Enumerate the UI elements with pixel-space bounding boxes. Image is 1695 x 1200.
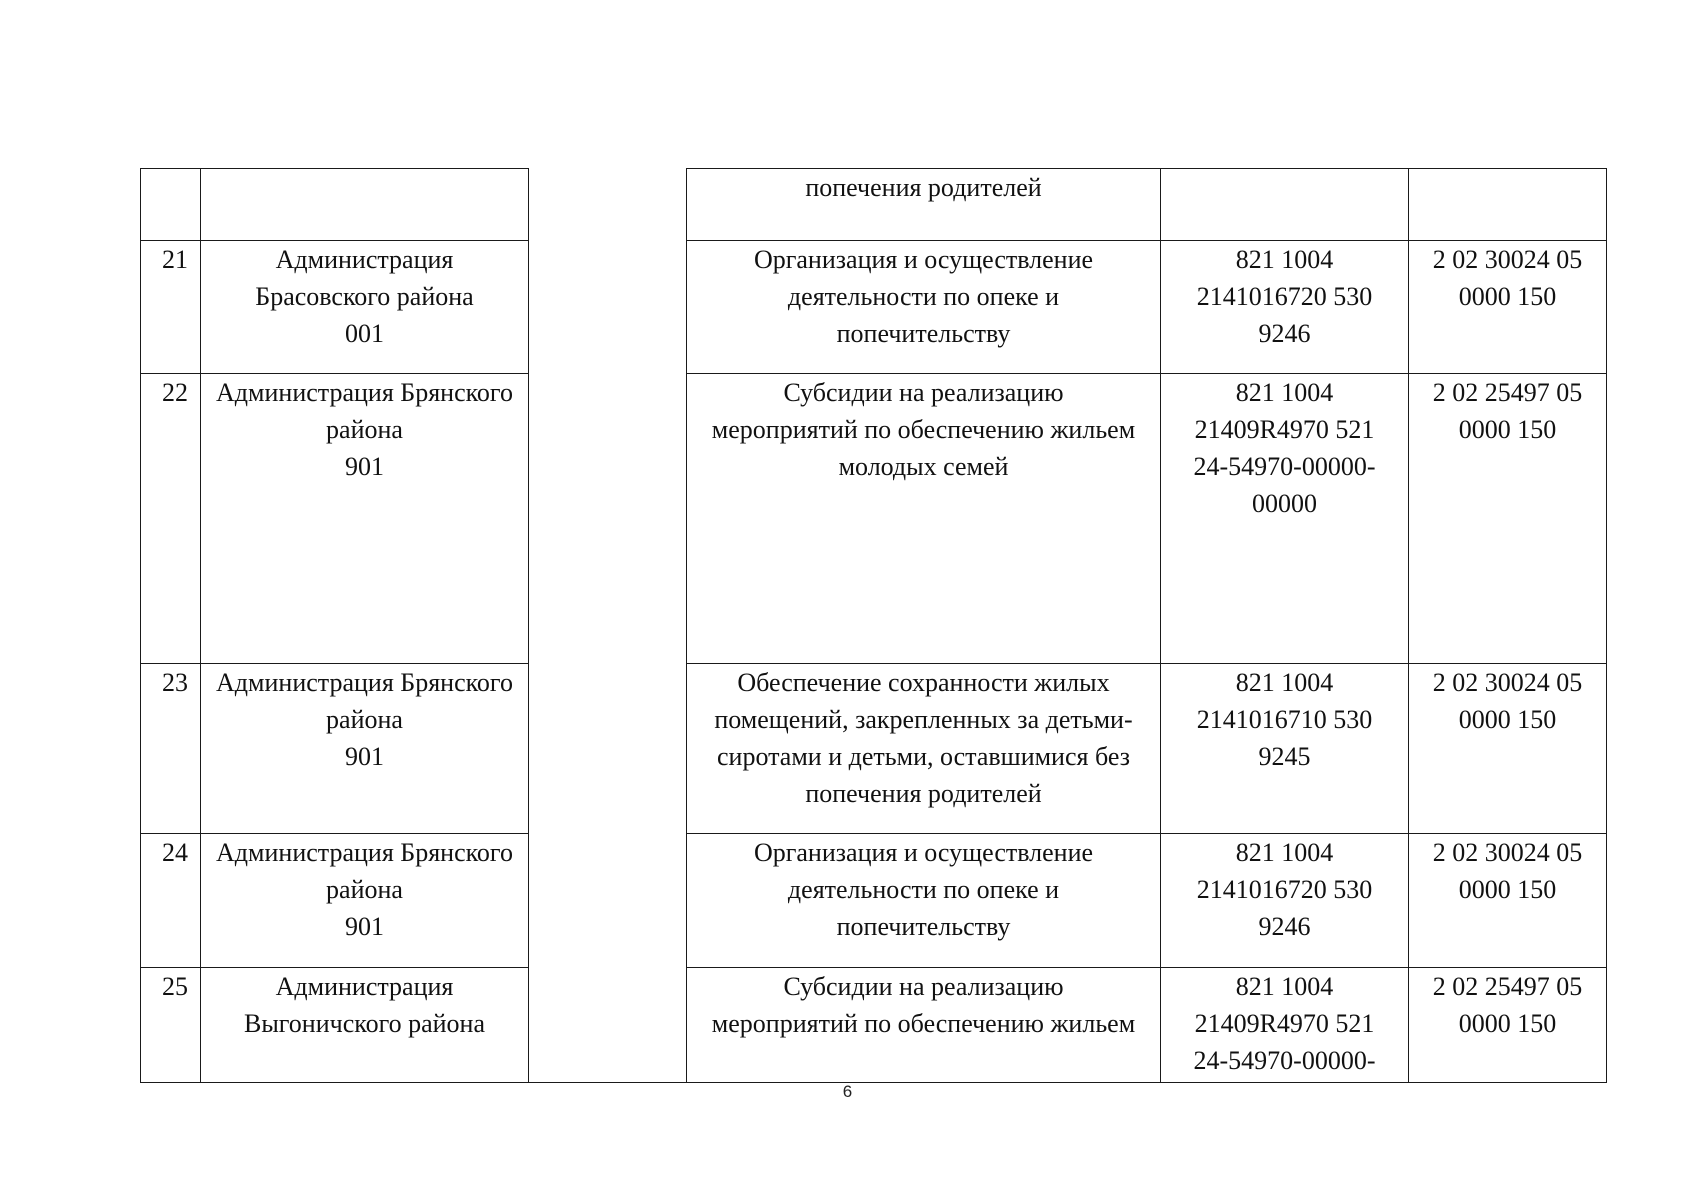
- purpose-line: попечения родителей: [805, 779, 1042, 808]
- kbk-code-line: 2 02 30024 05: [1432, 245, 1583, 274]
- organization-cell: [201, 968, 529, 1083]
- organization-cell: [201, 241, 529, 374]
- budget-code-line: 24-54970-00000-: [1193, 1046, 1376, 1075]
- kbk-code-line: 2 02 25497 05: [1432, 378, 1583, 407]
- budget-code-line: 821 1004: [1235, 245, 1334, 274]
- row-number: 23: [141, 664, 201, 834]
- purpose-line: деятельности по опеке и: [787, 282, 1060, 311]
- purpose-cell: [687, 241, 1161, 374]
- budget-code-cell: [1161, 834, 1409, 968]
- purpose-line: Организация и осуществление: [753, 245, 1094, 274]
- organization-line: Администрация: [275, 972, 454, 1001]
- kbk-code-cell: [1409, 834, 1607, 968]
- budget-code-line: 821 1004: [1235, 838, 1334, 867]
- kbk-code-cell: [1409, 374, 1607, 664]
- budget-code-line: 9246: [1258, 912, 1311, 941]
- kbk-code-line: 2 02 25497 05: [1432, 972, 1583, 1001]
- organization-line: 901: [345, 742, 384, 771]
- row-number: 25: [141, 968, 201, 1083]
- row-number: [141, 169, 201, 241]
- organization-cell: [201, 664, 529, 834]
- purpose-line: мероприятий по обеспечению жильем: [711, 415, 1136, 444]
- kbk-code-cell: [1409, 968, 1607, 1083]
- budget-code-line: 2141016710 530: [1196, 705, 1373, 734]
- organization-line: 901: [345, 452, 384, 481]
- table-row: [141, 664, 1607, 834]
- purpose-line: деятельности по опеке и: [787, 875, 1060, 904]
- table-row: [141, 374, 1607, 664]
- organization-line: Администрация: [275, 245, 454, 274]
- organization-cell: [201, 169, 529, 241]
- purpose-line: сиротами и детьми, оставшимися без: [717, 742, 1130, 771]
- budget-code-cell: [1161, 968, 1409, 1083]
- purpose-line: Обеспечение сохранности жилых: [737, 668, 1110, 697]
- organization-line: Выгоничского района: [243, 1009, 485, 1038]
- kbk-code-line: 0000 150: [1458, 1009, 1557, 1038]
- purpose-line: Субсидии на реализацию: [783, 378, 1064, 407]
- budget-code-cell: [1161, 241, 1409, 374]
- kbk-code-line: 2 02 30024 05: [1432, 838, 1583, 867]
- page-number: 6: [842, 1082, 853, 1101]
- kbk-code-cell: [1409, 664, 1607, 834]
- row-number: 24: [141, 834, 201, 968]
- kbk-code-line: 2 02 30024 05: [1432, 668, 1583, 697]
- purpose-line: Организация и осуществление: [753, 838, 1094, 867]
- kbk-code-cell: [1409, 241, 1607, 374]
- organization-line: Администрация Брянского: [216, 668, 513, 697]
- kbk-code-line: 0000 150: [1458, 415, 1557, 444]
- purpose-cell: [687, 374, 1161, 664]
- purpose-line: попечительству: [836, 912, 1011, 941]
- organization-cell: [201, 834, 529, 968]
- budget-code-line: 821 1004: [1235, 972, 1334, 1001]
- organization-line: Администрация Брянского: [216, 378, 513, 407]
- kbk-code-line: 0000 150: [1458, 282, 1557, 311]
- organization-line: района: [326, 875, 403, 904]
- purpose-line: помещений, закрепленных за детьми-: [714, 705, 1133, 734]
- organization-line: Брасовского района: [255, 282, 474, 311]
- organization-line: района: [326, 705, 403, 734]
- row-number: 22: [141, 374, 201, 664]
- purpose-line: Субсидии на реализацию: [783, 972, 1064, 1001]
- kbk-code-line: 0000 150: [1458, 875, 1557, 904]
- organization-line: 901: [345, 912, 384, 941]
- purpose-cell: [687, 664, 1161, 834]
- allocation-table: [140, 168, 1607, 1083]
- budget-code-line: 21409R4970 521: [1194, 415, 1375, 444]
- budget-code-line: 821 1004: [1235, 378, 1334, 407]
- budget-code-line: 2141016720 530: [1196, 282, 1373, 311]
- row-number: 21: [141, 241, 201, 374]
- table-row: [141, 241, 1607, 374]
- purpose-cell: [687, 968, 1161, 1083]
- budget-code-line: 00000: [1252, 489, 1317, 518]
- purpose-line: попечения родителей: [805, 173, 1042, 202]
- budget-code-line: 21409R4970 521: [1194, 1009, 1375, 1038]
- purpose-line: молодых семей: [838, 452, 1009, 481]
- table-row: [141, 968, 1607, 1083]
- purpose-line: попечительству: [836, 319, 1011, 348]
- budget-code-line: 9246: [1258, 319, 1311, 348]
- budget-code-cell: [1161, 374, 1409, 664]
- purpose-cell: [687, 834, 1161, 968]
- blank-column: [529, 169, 687, 1083]
- organization-line: 001: [345, 319, 384, 348]
- table-row: [141, 169, 1607, 241]
- purpose-line: мероприятий по обеспечению жильем: [711, 1009, 1136, 1038]
- budget-code-line: 2141016720 530: [1196, 875, 1373, 904]
- organization-line: Администрация Брянского: [216, 838, 513, 867]
- table-row: [141, 834, 1607, 968]
- kbk-code-cell: [1409, 169, 1607, 241]
- budget-code-cell: [1161, 169, 1409, 241]
- budget-code-line: 24-54970-00000-: [1193, 452, 1376, 481]
- budget-code-line: 821 1004: [1235, 668, 1334, 697]
- organization-line: района: [326, 415, 403, 444]
- budget-code-cell: [1161, 664, 1409, 834]
- budget-code-line: 9245: [1258, 742, 1311, 771]
- purpose-cell: [687, 169, 1161, 241]
- kbk-code-line: 0000 150: [1458, 705, 1557, 734]
- organization-cell: [201, 374, 529, 664]
